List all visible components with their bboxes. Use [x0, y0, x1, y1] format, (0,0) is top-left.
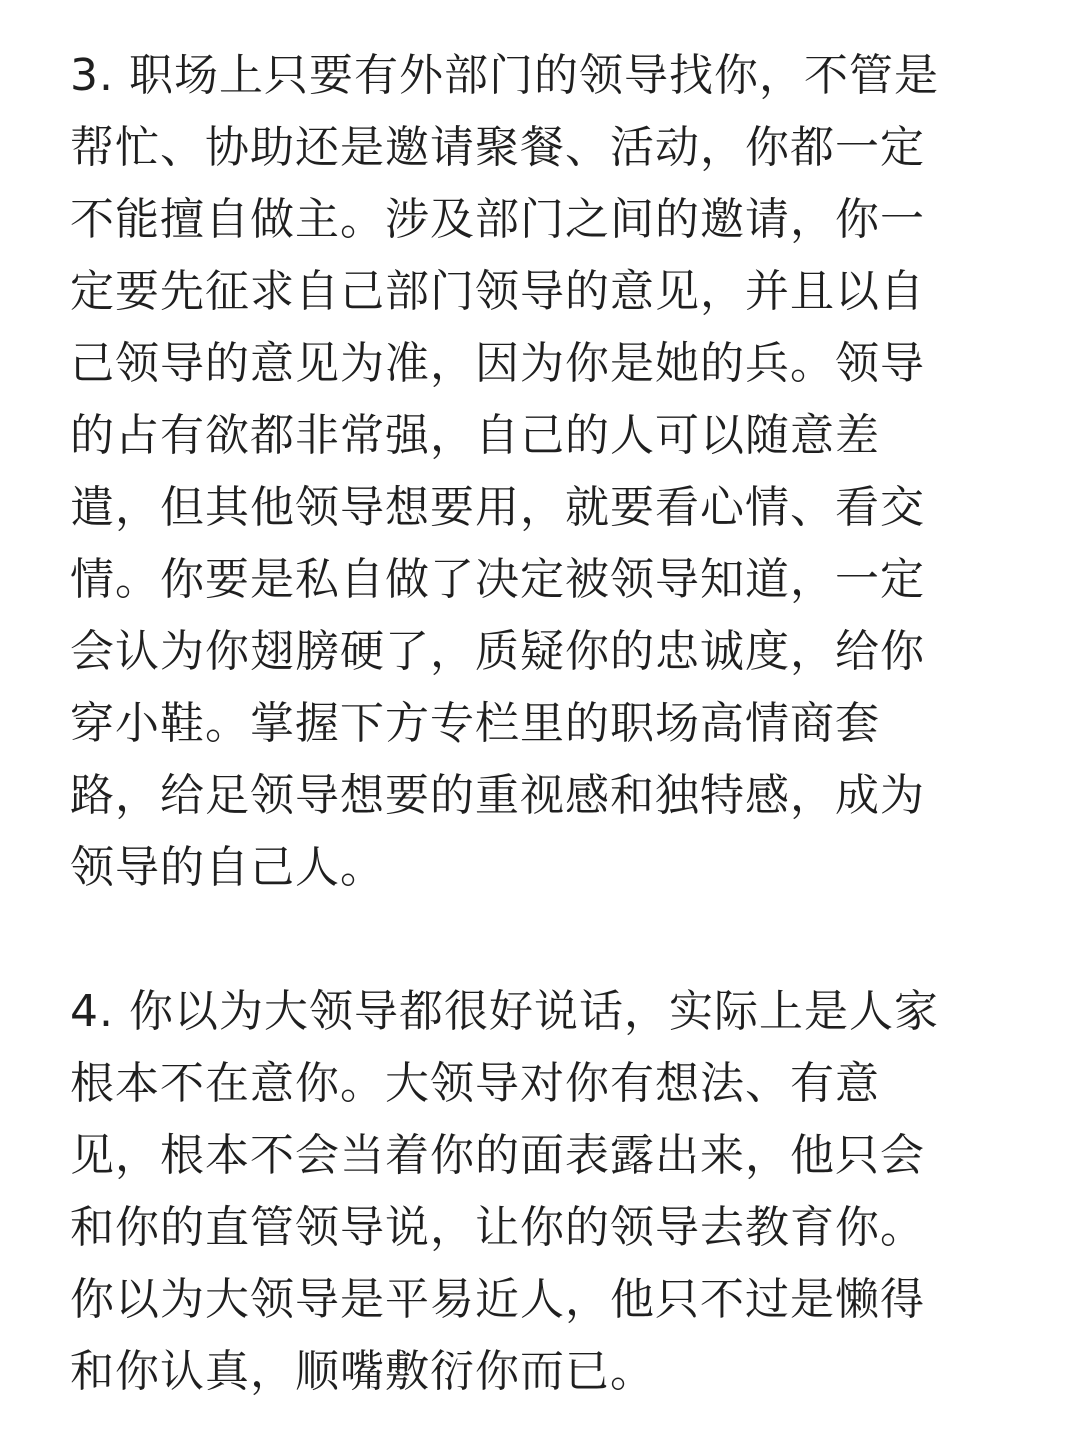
article-body [70, 40, 990, 1408]
text-line: 路，给足领导想要的重视感和独特感，成为 [70, 770, 925, 821]
paragraph-spacer [70, 904, 990, 976]
text-line: 定要先征求自己部门领导的意见，并且以自 [70, 266, 925, 317]
text-line: 和你的直管领导说，让你的领导去教育你。 [70, 1202, 925, 1253]
text-line: 你以为大领导是平易近人，他只不过是懒得 [70, 1274, 925, 1325]
text-line: 不能擅自做主。涉及部门之间的邀请，你一 [70, 194, 925, 245]
paragraph-3 [70, 40, 990, 904]
text-line: 4. 你以为大领导都很好说话，实际上是人家 [70, 986, 939, 1037]
text-line: 遣，但其他领导想要用，就要看心情、看交 [70, 482, 925, 533]
text-line: 根本不在意你。大领导对你有想法、有意 [70, 1058, 880, 1109]
text-line: 和你认真，顺嘴敷衍你而已。 [70, 1346, 655, 1397]
text-line: 领导的自己人。 [70, 842, 385, 893]
text-line: 见，根本不会当着你的面表露出来，他只会 [70, 1130, 925, 1181]
text-line: 情。你要是私自做了决定被领导知道，一定 [70, 554, 925, 605]
paragraph-4 [70, 976, 990, 1408]
text-line: 3. 职场上只要有外部门的领导找你，不管是 [70, 50, 939, 101]
text-line: 会认为你翅膀硬了，质疑你的忠诚度，给你 [70, 626, 925, 677]
text-line: 帮忙、协助还是邀请聚餐、活动，你都一定 [70, 122, 925, 173]
text-line: 己领导的意见为准，因为你是她的兵。领导 [70, 338, 925, 389]
text-line: 穿小鞋。掌握下方专栏里的职场高情商套 [70, 698, 880, 749]
text-line: 的占有欲都非常强，自己的人可以随意差 [70, 410, 880, 461]
